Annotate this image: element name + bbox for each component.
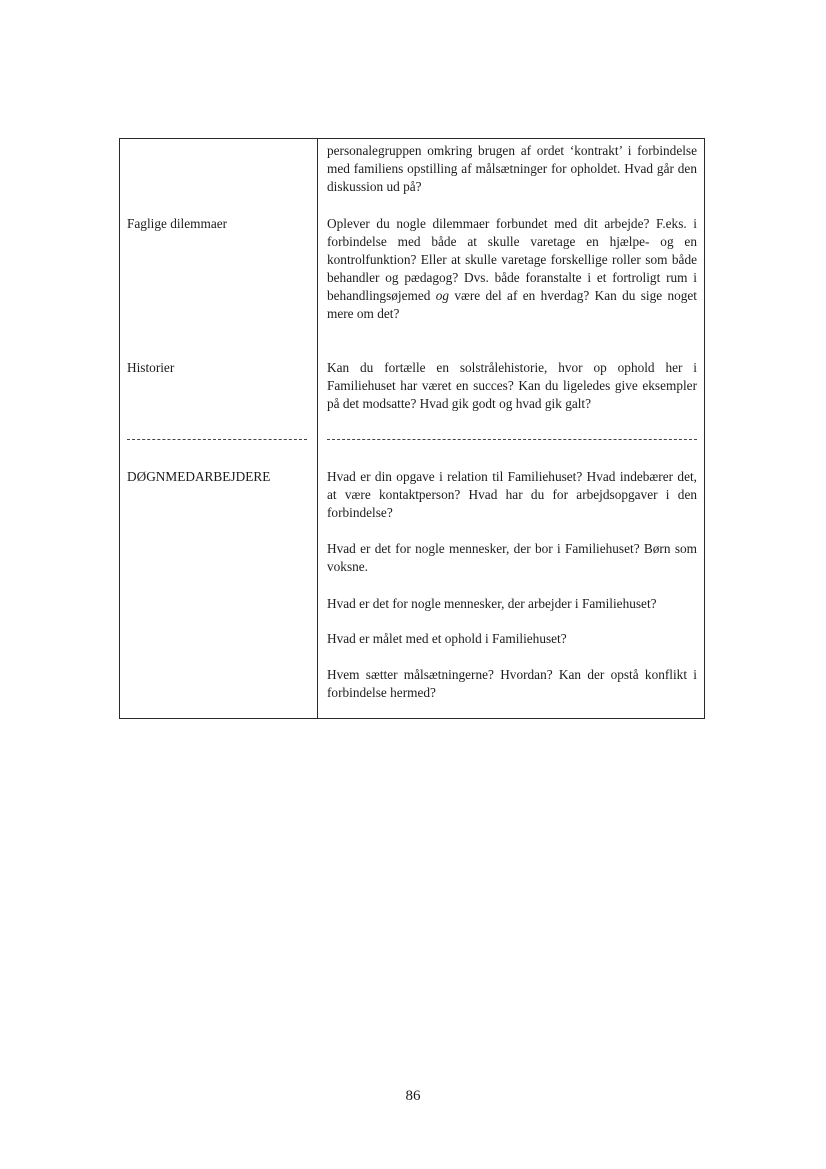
doegnmedarbejdere-question-5: Hvem sætter målsætningerne? Hvordan? Kan der opstå konflikt i forbindelse hermed? <box>327 667 697 700</box>
page-number: 86 <box>405 1088 421 1104</box>
interview-guide-table <box>119 138 705 719</box>
faglige-dilemmaer-question: Oplever du nogle dilemmaer forbundet med dit arbejde? F.eks. i forbindelse med både at skulle varetage en hjælpe- og en kontrolfunktion? Eller at skulle varetage forskellige roller som både behandler og pædagog? Dvs. både foranstalte i et fortroligt rum i behandlingsøjemed og være del af en hverdag? Kan du sige noget mere om det? <box>327 216 697 321</box>
column-divider <box>317 139 318 718</box>
label-doegnmedarbejdere: DØGNMEDARBEJDERE <box>127 469 271 484</box>
historier-question: Kan du fortælle en solstrålehistorie, hvor op ophold her i Familiehuset har været en succes? Kan du ligeledes give eksempler på det modsatte? Hvad gik godt og hvad gik galt? <box>327 360 697 411</box>
emphasized-word: og <box>435 288 450 303</box>
doegnmedarbejdere-question-2: Hvad er det for nogle mennesker, der bor i Familiehuset? Børn som voksne. <box>327 541 697 574</box>
label-faglige-dilemmaer: Faglige dilemmaer <box>127 216 228 231</box>
label-historier: Historier <box>127 360 175 375</box>
dashed-separator-left <box>127 439 307 440</box>
continuation-paragraph: personalegruppen omkring brugen af ordet ‘kontrakt’ i forbindelse med familiens opstilling af målsætninger for opholdet. Hvad går den diskussion ud på? <box>327 143 697 194</box>
doegnmedarbejdere-question-1: Hvad er din opgave i relation til Familiehuset? Hvad indebærer det, at være kontaktperson? Hvad har du for arbejdsopgaver i den forbindelse? <box>327 469 697 520</box>
dashed-separator-right <box>327 439 697 440</box>
doegnmedarbejdere-question-3: Hvad er det for nogle mennesker, der arbejder i Familiehuset? <box>327 596 657 611</box>
doegnmedarbejdere-question-4: Hvad er målet med et ophold i Familiehuset? <box>327 631 567 646</box>
